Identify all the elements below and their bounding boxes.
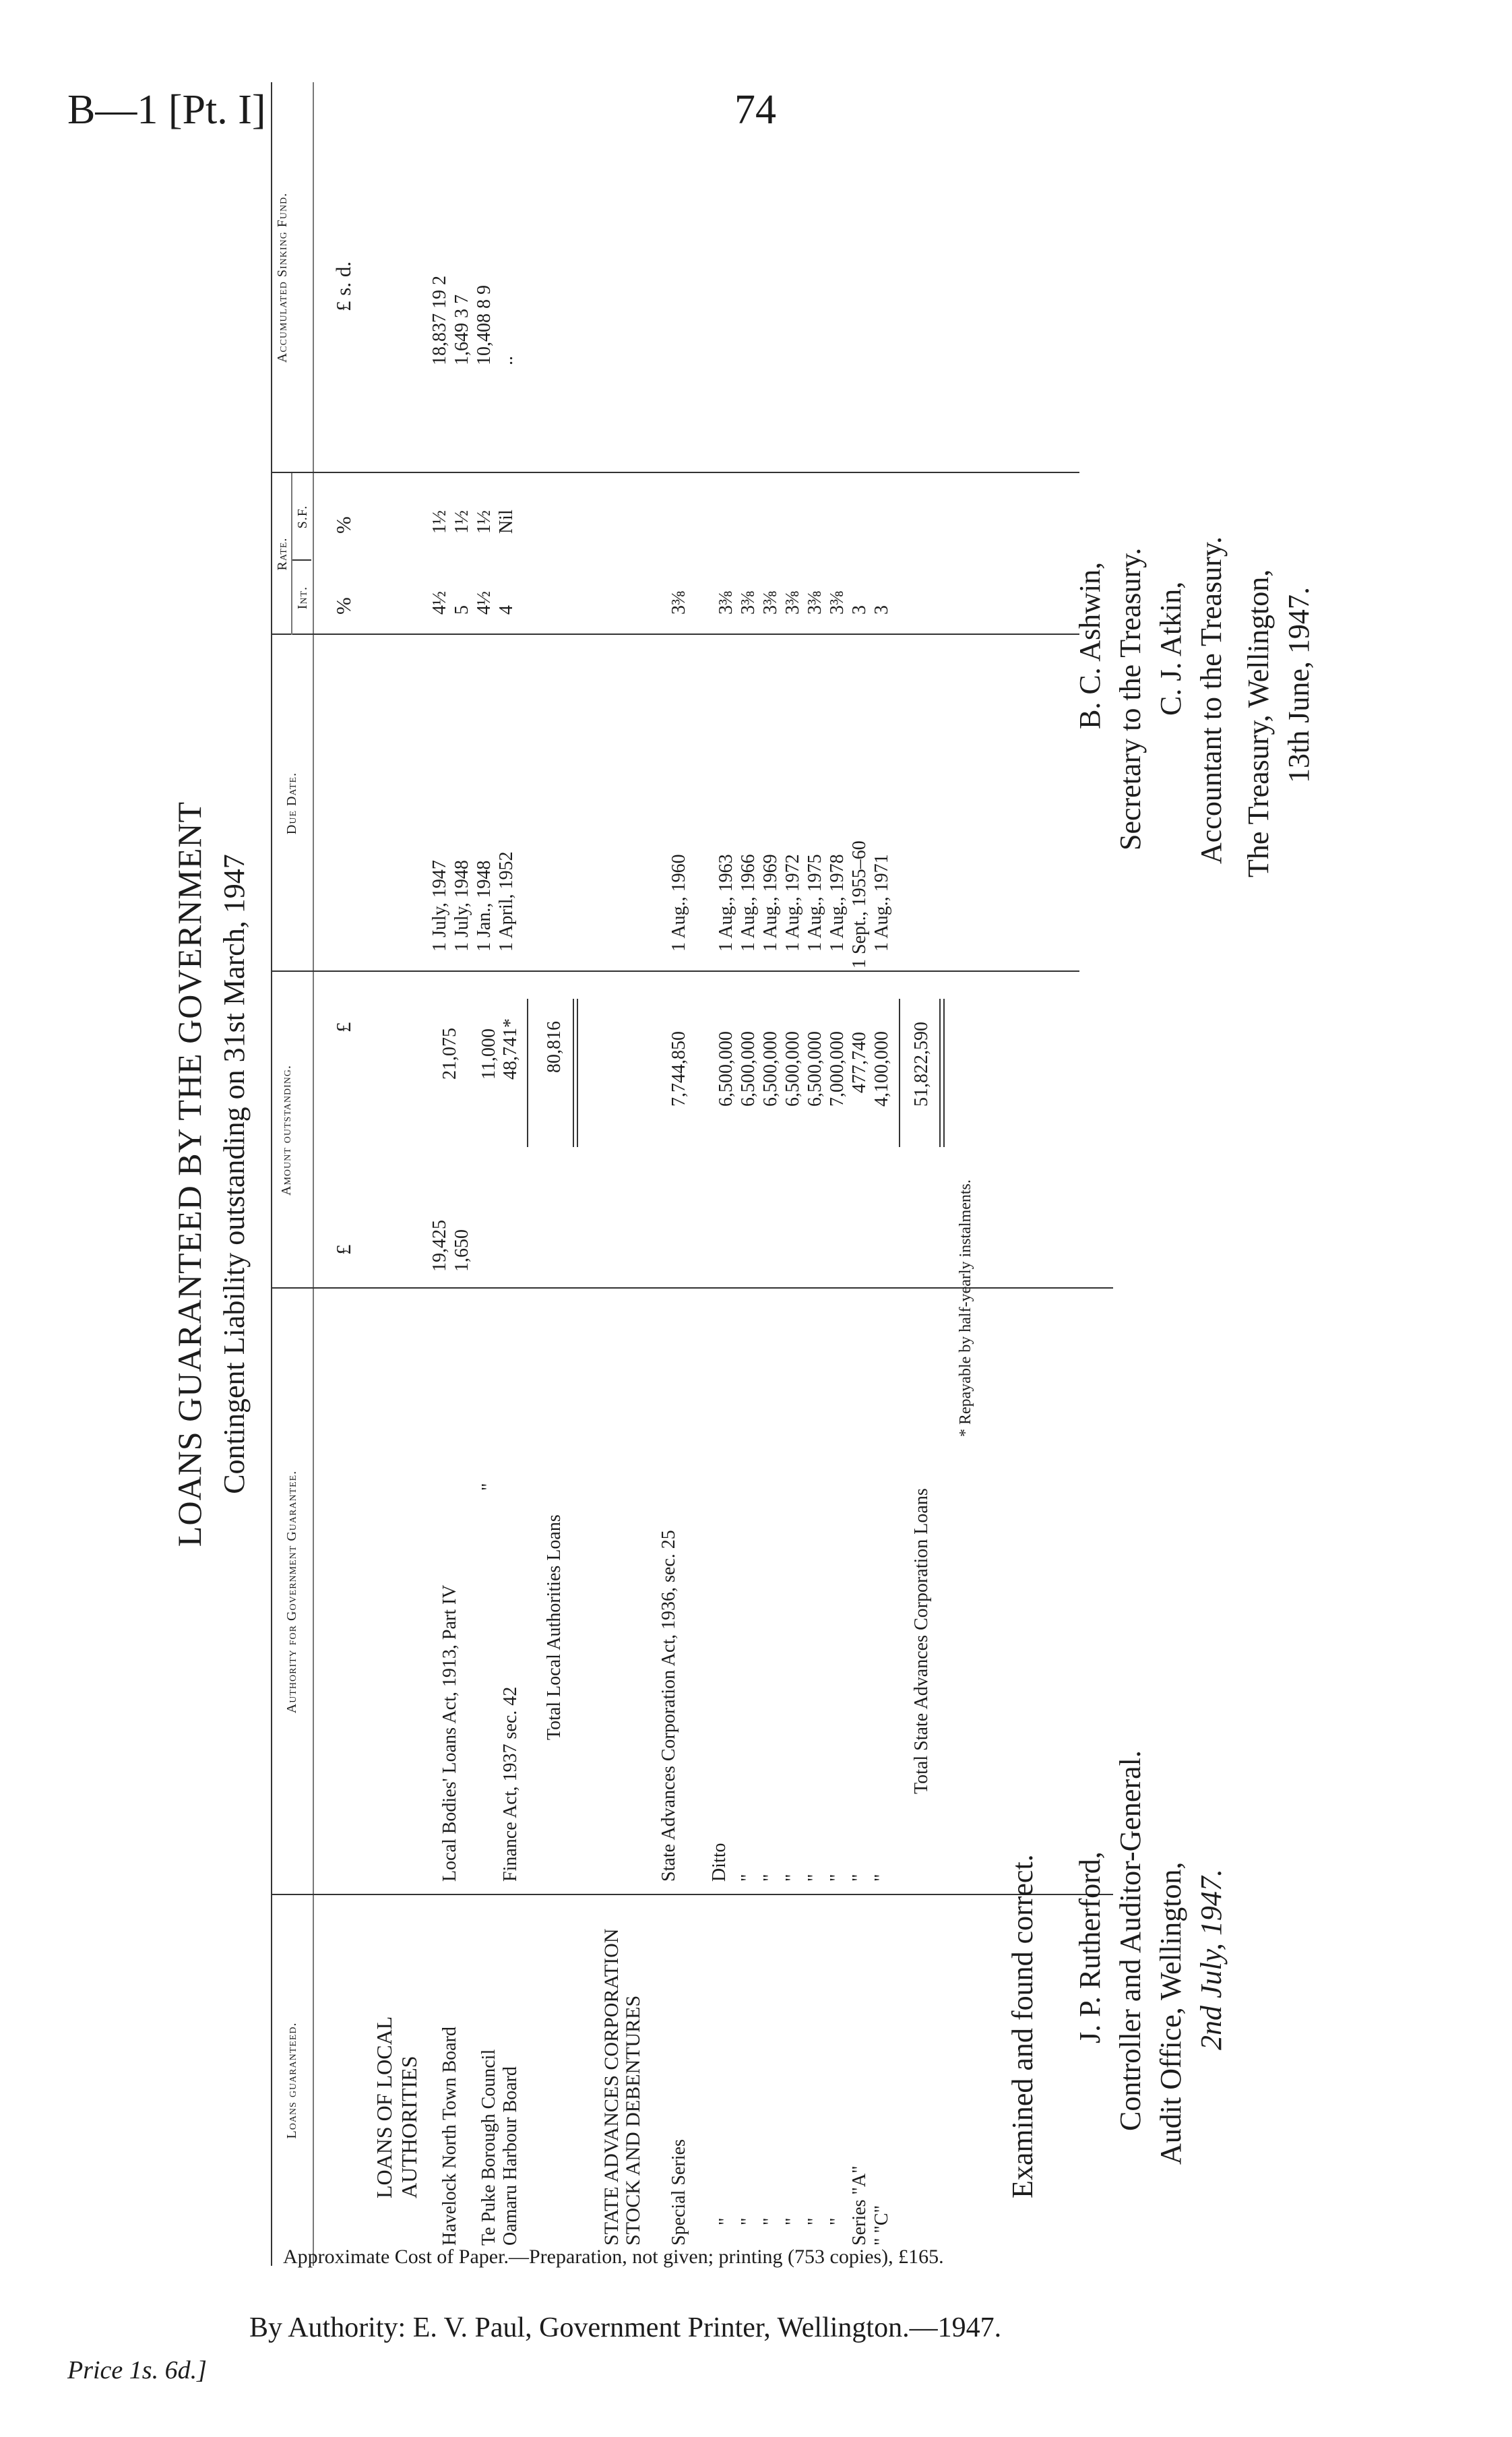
printer-imprint: By Authority: E. V. Paul, Government Printer, Wellington.—1947. <box>249 2312 1002 2343</box>
table-cell-fund: 10,408 8 9 <box>474 285 495 365</box>
table-cell-sf: 1½ <box>429 510 450 534</box>
page-subtitle: Contingent Liability outstanding on 31st March, 1947 <box>218 854 251 1494</box>
table-cell-due: 1 Aug., 1971 <box>871 854 892 952</box>
col-header-rate: Rate. <box>275 537 290 571</box>
table-cell-due: 1 Aug., 1972 <box>782 854 803 952</box>
document-series: B—1 [Pt. I] <box>67 87 266 133</box>
table-cell-int: 5 <box>451 605 472 615</box>
table-cell-amount: 7,000,000 <box>827 1031 848 1107</box>
table-cell-due: 1 Aug., 1960 <box>668 854 689 952</box>
table-cell-int: 3⅜ <box>738 591 759 615</box>
table-cell-amount: 7,744,850 <box>668 1031 689 1107</box>
total-rule-double <box>943 999 945 1147</box>
unit-pounds-shillings-pence: £ s. d. <box>332 261 355 311</box>
table-cell-loan: Special Series <box>668 2139 689 2246</box>
table-cell-loan: " <box>760 2217 781 2225</box>
table-cell-int: 3⅜ <box>827 591 848 615</box>
table-cell-amount: 6,500,000 <box>805 1031 825 1107</box>
table-cell-authority: " <box>805 1874 825 1882</box>
cost-text: Approximate Cost of Paper.—Preparation, not given; printing (753 copies), £165. <box>283 2246 944 2268</box>
price-note: Price 1s. 6d.] <box>67 2356 207 2384</box>
table-cell-loan: " <box>827 2217 848 2225</box>
total-label-local: Total Local Authorities Loans <box>544 1514 565 1740</box>
treasury-secretary-name: B. C. Ashwin, <box>1073 561 1106 729</box>
audit-office-place: Audit Office, Wellington, <box>1154 1861 1187 2165</box>
total-rule <box>573 999 574 1147</box>
table-cell-due: 1 Aug., 1963 <box>716 854 736 952</box>
page-title: LOANS GUARANTEED BY THE GOVERNMENT <box>170 801 208 1547</box>
table-cell-int: 4½ <box>429 591 450 615</box>
table-cell-authority: Local Bodies' Loans Act, 1913, Part IV <box>439 1584 460 1882</box>
table-cell-amount: 6,500,000 <box>782 1031 803 1107</box>
total-amount-sac: 51,822,590 <box>911 1022 932 1107</box>
col-header-fund: Accumulated Sinking Fund. <box>275 192 290 363</box>
subtotal-rule <box>527 999 528 1147</box>
table-cell-due: 1 July, 1947 <box>429 860 450 952</box>
table-cell-due: 1 April, 1952 <box>496 851 517 952</box>
table-cell-loan: Series "A" <box>849 2165 870 2246</box>
table-cell-int: 3⅜ <box>668 591 689 615</box>
table-cell-authority: " <box>782 1874 803 1882</box>
rotated-table-page <box>170 82 1342 2266</box>
unit-pound: £ <box>332 1022 355 1032</box>
auditor-title: Controller and Auditor-General. <box>1114 1750 1147 2131</box>
table-cell-int: 3 <box>871 605 892 615</box>
col-header-amount: Amount outstanding. <box>279 1065 294 1196</box>
col-divider-1 <box>271 1894 1113 1895</box>
table-cell-sf: Nil <box>496 510 517 534</box>
section-heading-local: LOANS OF LOCAL AUTHORITIES <box>372 2016 421 2198</box>
table-cell-sf: 1½ <box>474 510 495 534</box>
table-cell-due: 1 Aug., 1966 <box>738 854 759 952</box>
table-cell-loan: " <box>738 2217 759 2225</box>
table-cell-amount: 477,740 <box>849 1032 870 1093</box>
table-cell-authority: " <box>760 1874 781 1882</box>
col-divider-4 <box>271 634 1079 635</box>
table-cell-amount: 48,741* <box>500 1018 521 1080</box>
col-header-authority: Authority for Government Guarantee. <box>284 1470 299 1714</box>
col-divider-2 <box>271 1287 1113 1289</box>
section-heading-sac: STATE ADVANCES CORPORATION STOCK AND DEBENTURES <box>600 1928 644 2246</box>
cost-of-paper-note <box>283 2246 944 2269</box>
subtotal-rule <box>899 999 900 1147</box>
unit-percent: % <box>332 597 355 615</box>
table-cell-amount: 6,500,000 <box>760 1031 781 1107</box>
table-cell-authority: " <box>478 1483 499 1491</box>
table-cell-fund: .. <box>496 356 517 365</box>
col-header-loans: Loans guaranteed. <box>284 2022 299 2139</box>
total-rule-double <box>577 999 578 1147</box>
table-cell-loan: Oamaru Harbour Board <box>500 2066 521 2246</box>
treasury-place: The Treasury, Wellington, <box>1242 569 1275 877</box>
col-header-due: Due Date. <box>284 772 299 835</box>
table-cell-due: 1 Aug., 1978 <box>827 854 848 952</box>
table-cell-due: 1 Jan., 1948 <box>474 860 495 952</box>
audit-statement: Examined and found correct. <box>1006 1854 1039 2198</box>
table-cell-loan: " <box>782 2217 803 2225</box>
table-cell-loan: " "C" <box>871 2205 892 2246</box>
footnote: * Repayable by half-yearly instalments. <box>957 1179 974 1437</box>
table-cell-amount: 4,100,000 <box>871 1031 892 1107</box>
audit-date: 2nd July, 1947. <box>1195 1869 1228 2050</box>
total-rule <box>939 999 941 1147</box>
table-cell-loan: Havelock North Town Board <box>439 2027 460 2246</box>
table-cell-int: 4 <box>496 605 517 615</box>
total-amount-local: 80,816 <box>544 1021 565 1073</box>
table-cell-due: 1 Aug., 1969 <box>760 854 781 952</box>
table-cell-loan: " <box>716 2217 736 2225</box>
header-bottom-rule <box>313 82 314 2266</box>
page-number: 74 <box>734 87 776 133</box>
table-cell-part-amount: 19,425 <box>429 1220 450 1272</box>
treasury-secretary-title: Secretary to the Treasury. <box>1114 547 1147 851</box>
table-cell-authority: Ditto <box>709 1843 730 1882</box>
table-cell-due: 1 July, 1948 <box>451 860 472 952</box>
table-cell-int: 3⅜ <box>782 591 803 615</box>
total-label-sac: Total State Advances Corporation Loans <box>911 1488 932 1794</box>
table-cell-loan: Te Puke Borough Council <box>478 2049 499 2246</box>
table-cell-amount: 11,000 <box>478 1028 499 1080</box>
table-cell-amount: 6,500,000 <box>738 1031 759 1107</box>
table-cell-loan: " <box>805 2217 825 2225</box>
table-cell-due: 1 Sept., 1955–60 <box>849 840 870 968</box>
treasury-date: 13th June, 1947. <box>1282 587 1315 783</box>
table-cell-authority: State Advances Corporation Act, 1936, sec. 25 <box>658 1530 679 1882</box>
table-cell-int: 3⅜ <box>760 591 781 615</box>
table-cell-authority: " <box>827 1874 848 1882</box>
table-cell-amount: 21,075 <box>439 1028 460 1080</box>
col-divider-3 <box>271 970 1079 972</box>
treasury-accountant-title: Accountant to the Treasury. <box>1195 536 1228 864</box>
table-top-rule <box>271 82 272 2266</box>
table-cell-authority: " <box>871 1874 892 1882</box>
table-cell-authority: " <box>738 1874 759 1882</box>
rate-header-rule <box>291 473 292 635</box>
unit-percent: % <box>332 516 355 534</box>
table-cell-authority: Finance Act, 1937 sec. 42 <box>500 1686 521 1882</box>
table-cell-due: 1 Aug., 1975 <box>805 854 825 952</box>
table-cell-authority: " <box>849 1874 870 1882</box>
table-cell-int: 3⅜ <box>805 591 825 615</box>
table-cell-part-amount: 1,650 <box>451 1229 472 1272</box>
table-cell-amount: 6,500,000 <box>716 1031 736 1107</box>
table-cell-int: 4½ <box>474 591 495 615</box>
treasury-accountant-name: C. J. Atkin, <box>1154 581 1187 716</box>
col-divider-5 <box>271 472 1079 473</box>
unit-pound: £ <box>332 1244 355 1255</box>
table-cell-fund: 1,649 3 7 <box>451 295 472 365</box>
auditor-name: J. P. Rutherford, <box>1073 1851 1106 2043</box>
col-header-sf: S.F. <box>295 505 310 529</box>
col-header-int: Int. <box>295 586 310 610</box>
table-cell-fund: 18,837 19 2 <box>429 276 450 365</box>
table-cell-int: 3 <box>849 605 870 615</box>
table-cell-sf: 1½ <box>451 510 472 534</box>
table-cell-int: 3⅜ <box>716 591 736 615</box>
